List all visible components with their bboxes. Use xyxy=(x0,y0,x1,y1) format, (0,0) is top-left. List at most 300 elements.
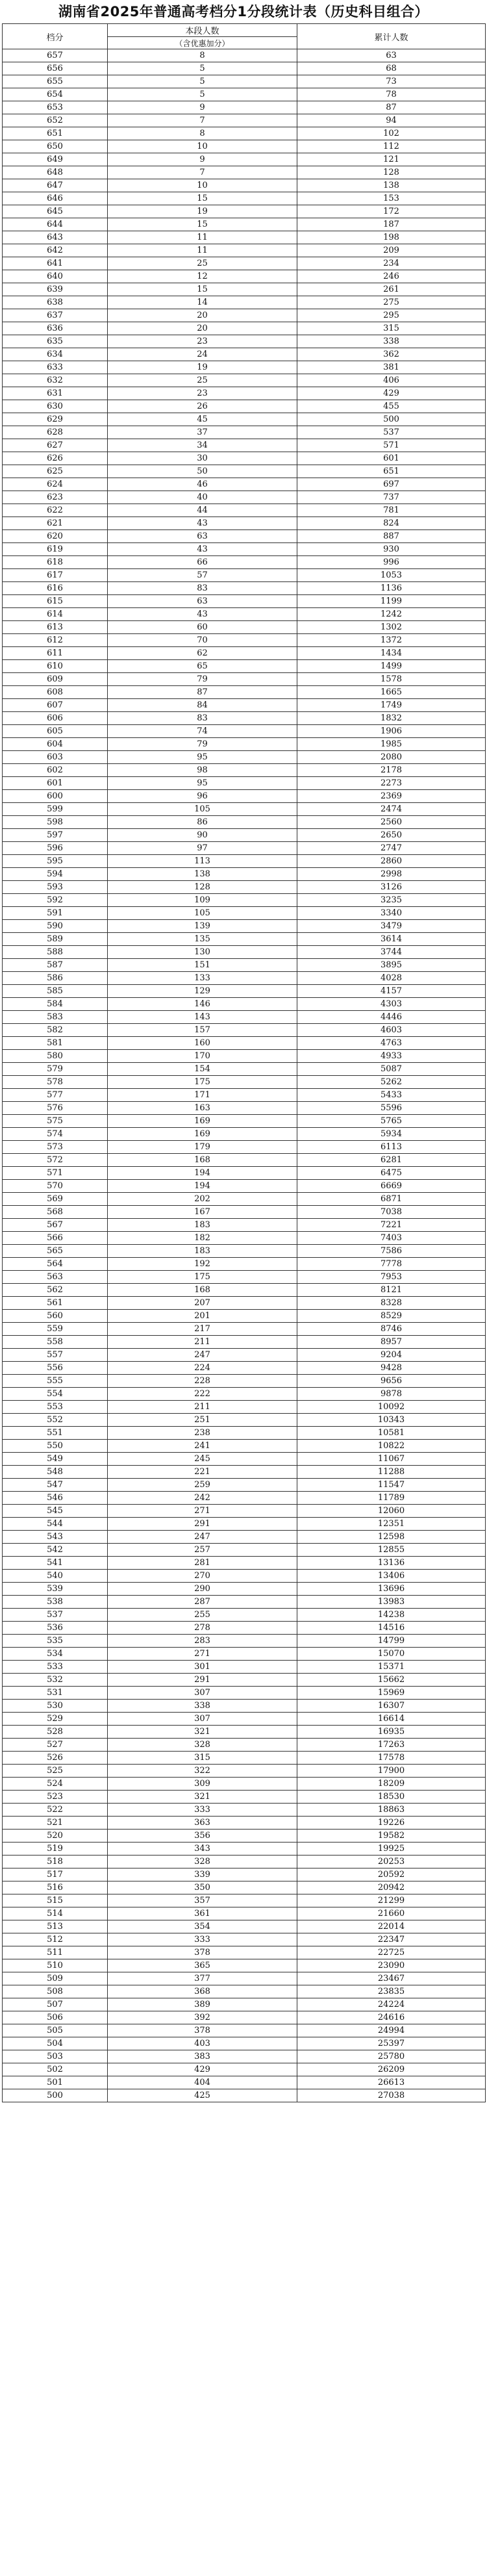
score-cell: 609 xyxy=(3,673,108,686)
count-cell: 354 xyxy=(108,1920,297,1933)
cumulative-cell: 128 xyxy=(297,166,486,179)
count-cell: 135 xyxy=(108,933,297,946)
cumulative-cell: 18863 xyxy=(297,1804,486,1817)
score-cell: 551 xyxy=(3,1427,108,1440)
count-cell: 339 xyxy=(108,1868,297,1881)
score-cell: 597 xyxy=(3,829,108,842)
count-cell: 170 xyxy=(108,1050,297,1063)
table-row xyxy=(3,582,486,595)
cumulative-cell: 3340 xyxy=(297,907,486,920)
table-row xyxy=(3,1479,486,1492)
count-cell: 44 xyxy=(108,504,297,517)
table-row xyxy=(3,1609,486,1622)
count-cell: 291 xyxy=(108,1518,297,1531)
cumulative-cell: 153 xyxy=(297,192,486,205)
cumulative-cell: 234 xyxy=(297,257,486,270)
cumulative-cell: 15371 xyxy=(297,1661,486,1674)
count-cell: 207 xyxy=(108,1297,297,1310)
table-row xyxy=(3,556,486,569)
score-cell: 509 xyxy=(3,1972,108,1985)
count-cell: 154 xyxy=(108,1063,297,1076)
cumulative-cell: 24224 xyxy=(297,1998,486,2011)
score-cell: 513 xyxy=(3,1920,108,1933)
cumulative-cell: 19925 xyxy=(297,1843,486,1855)
cumulative-cell: 4933 xyxy=(297,1050,486,1063)
cumulative-cell: 20253 xyxy=(297,1855,486,1868)
page-title: 湖南省2025年普通高考档分1分段统计表（历史科目组合） xyxy=(58,4,429,19)
table-row xyxy=(3,933,486,946)
count-cell: 8 xyxy=(108,127,297,140)
count-cell: 242 xyxy=(108,1492,297,1505)
table-row xyxy=(3,1726,486,1739)
cumulative-cell: 9656 xyxy=(297,1375,486,1388)
count-cell: 23 xyxy=(108,335,297,348)
cumulative-cell: 16614 xyxy=(297,1713,486,1726)
score-cell: 502 xyxy=(3,2063,108,2076)
count-cell: 5 xyxy=(108,75,297,88)
count-cell: 83 xyxy=(108,712,297,725)
score-cell: 504 xyxy=(3,2037,108,2050)
count-cell: 14 xyxy=(108,296,297,309)
score-cell: 578 xyxy=(3,1076,108,1089)
score-cell: 544 xyxy=(3,1518,108,1531)
cumulative-cell: 2747 xyxy=(297,842,486,855)
score-cell: 557 xyxy=(3,1349,108,1362)
count-cell: 247 xyxy=(108,1531,297,1544)
cumulative-cell: 7586 xyxy=(297,1245,486,1258)
score-cell: 530 xyxy=(3,1700,108,1713)
table-row xyxy=(3,829,486,842)
table-row xyxy=(3,1687,486,1700)
table-row xyxy=(3,1206,486,1219)
score-cell: 627 xyxy=(3,439,108,452)
table-row xyxy=(3,439,486,452)
table-row xyxy=(3,1752,486,1765)
cumulative-cell: 87 xyxy=(297,101,486,114)
count-cell: 175 xyxy=(108,1271,297,1284)
cumulative-cell: 381 xyxy=(297,361,486,374)
score-cell: 547 xyxy=(3,1479,108,1492)
table-row xyxy=(3,1024,486,1037)
table-row xyxy=(3,1115,486,1128)
table-row xyxy=(3,894,486,907)
score-cell: 522 xyxy=(3,1804,108,1817)
table-row xyxy=(3,1141,486,1154)
cumulative-cell: 275 xyxy=(297,296,486,309)
count-cell: 30 xyxy=(108,452,297,465)
count-cell: 96 xyxy=(108,790,297,803)
table-row xyxy=(3,270,486,283)
count-cell: 356 xyxy=(108,1830,297,1843)
score-cell: 582 xyxy=(3,1024,108,1037)
score-cell: 581 xyxy=(3,1037,108,1050)
table-row xyxy=(3,192,486,205)
table-row xyxy=(3,998,486,1011)
score-cell: 620 xyxy=(3,530,108,543)
table-row xyxy=(3,452,486,465)
score-cell: 510 xyxy=(3,1959,108,1972)
score-cell: 607 xyxy=(3,699,108,712)
table-row xyxy=(3,1011,486,1024)
table-row xyxy=(3,738,486,751)
table-row xyxy=(3,1557,486,1570)
count-cell: 281 xyxy=(108,1557,297,1570)
table-row xyxy=(3,1492,486,1505)
count-cell: 50 xyxy=(108,465,297,478)
count-cell: 139 xyxy=(108,920,297,933)
score-cell: 636 xyxy=(3,322,108,335)
score-cell: 539 xyxy=(3,1583,108,1596)
cumulative-cell: 1499 xyxy=(297,660,486,673)
count-cell: 43 xyxy=(108,608,297,621)
table-row xyxy=(3,1531,486,1544)
table-row xyxy=(3,634,486,647)
cumulative-cell: 23467 xyxy=(297,1972,486,1985)
cumulative-cell: 455 xyxy=(297,400,486,413)
count-cell: 368 xyxy=(108,1985,297,1998)
count-cell: 12 xyxy=(108,270,297,283)
cumulative-cell: 261 xyxy=(297,283,486,296)
cumulative-cell: 781 xyxy=(297,504,486,517)
score-cell: 623 xyxy=(3,491,108,504)
score-cell: 598 xyxy=(3,816,108,829)
cumulative-cell: 19582 xyxy=(297,1830,486,1843)
cumulative-cell: 13696 xyxy=(297,1583,486,1596)
count-cell: 307 xyxy=(108,1687,297,1700)
cumulative-cell: 9428 xyxy=(297,1362,486,1375)
score-cell: 585 xyxy=(3,985,108,998)
cumulative-cell: 25780 xyxy=(297,2050,486,2063)
score-cell: 622 xyxy=(3,504,108,517)
score-cell: 645 xyxy=(3,205,108,218)
score-cell: 507 xyxy=(3,1998,108,2011)
count-cell: 168 xyxy=(108,1284,297,1297)
cumulative-cell: 824 xyxy=(297,517,486,530)
score-cell: 589 xyxy=(3,933,108,946)
score-cell: 580 xyxy=(3,1050,108,1063)
cumulative-cell: 3479 xyxy=(297,920,486,933)
table-row xyxy=(3,1102,486,1115)
count-cell: 10 xyxy=(108,179,297,192)
count-cell: 315 xyxy=(108,1752,297,1765)
score-cell: 639 xyxy=(3,283,108,296)
score-cell: 566 xyxy=(3,1232,108,1245)
count-cell: 429 xyxy=(108,2063,297,2076)
table-row xyxy=(3,569,486,582)
table-row xyxy=(3,868,486,881)
table-row xyxy=(3,647,486,660)
cumulative-cell: 15662 xyxy=(297,1674,486,1687)
count-cell: 11 xyxy=(108,231,297,244)
score-cell: 569 xyxy=(3,1193,108,1206)
table-row xyxy=(3,1907,486,1920)
table-row xyxy=(3,1076,486,1089)
score-cell: 613 xyxy=(3,621,108,634)
score-cell: 506 xyxy=(3,2011,108,2024)
score-cell: 552 xyxy=(3,1414,108,1427)
score-cell: 641 xyxy=(3,257,108,270)
count-cell: 19 xyxy=(108,205,297,218)
cumulative-cell: 1985 xyxy=(297,738,486,751)
score-cell: 568 xyxy=(3,1206,108,1219)
table-row xyxy=(3,608,486,621)
table-row xyxy=(3,1881,486,1894)
score-cell: 586 xyxy=(3,972,108,985)
table-row xyxy=(3,1661,486,1674)
count-cell: 228 xyxy=(108,1375,297,1388)
cumulative-cell: 4763 xyxy=(297,1037,486,1050)
cumulative-cell: 13983 xyxy=(297,1596,486,1609)
table-row xyxy=(3,218,486,231)
table-row xyxy=(3,1596,486,1609)
score-cell: 553 xyxy=(3,1401,108,1414)
table-row xyxy=(3,1037,486,1050)
count-cell: 333 xyxy=(108,1933,297,1946)
score-cell: 599 xyxy=(3,803,108,816)
table-row xyxy=(3,803,486,816)
table-row xyxy=(3,1791,486,1804)
table-row xyxy=(3,101,486,114)
score-cell: 529 xyxy=(3,1713,108,1726)
table-header xyxy=(3,24,486,49)
count-cell: 90 xyxy=(108,829,297,842)
score-cell: 612 xyxy=(3,634,108,647)
count-cell: 201 xyxy=(108,1310,297,1323)
table-row xyxy=(3,465,486,478)
score-cell: 648 xyxy=(3,166,108,179)
cumulative-cell: 10092 xyxy=(297,1401,486,1414)
count-cell: 194 xyxy=(108,1167,297,1180)
count-cell: 389 xyxy=(108,1998,297,2011)
score-cell: 626 xyxy=(3,452,108,465)
cumulative-cell: 930 xyxy=(297,543,486,556)
count-cell: 357 xyxy=(108,1894,297,1907)
score-cell: 643 xyxy=(3,231,108,244)
cumulative-cell: 6281 xyxy=(297,1154,486,1167)
count-cell: 328 xyxy=(108,1855,297,1868)
count-cell: 62 xyxy=(108,647,297,660)
count-cell: 291 xyxy=(108,1674,297,1687)
score-cell: 570 xyxy=(3,1180,108,1193)
score-cell: 573 xyxy=(3,1141,108,1154)
count-cell: 87 xyxy=(108,686,297,699)
cumulative-cell: 25397 xyxy=(297,2037,486,2050)
cumulative-cell: 4603 xyxy=(297,1024,486,1037)
count-cell: 10 xyxy=(108,140,297,153)
cumulative-cell: 14238 xyxy=(297,1609,486,1622)
score-cell: 634 xyxy=(3,348,108,361)
cumulative-cell: 338 xyxy=(297,335,486,348)
table-row xyxy=(3,244,486,257)
count-cell: 224 xyxy=(108,1362,297,1375)
score-cell: 555 xyxy=(3,1375,108,1388)
score-cell: 651 xyxy=(3,127,108,140)
table-row xyxy=(3,1336,486,1349)
count-cell: 163 xyxy=(108,1102,297,1115)
table-row xyxy=(3,842,486,855)
cumulative-cell: 23090 xyxy=(297,1959,486,1972)
count-cell: 7 xyxy=(108,166,297,179)
score-cell: 625 xyxy=(3,465,108,478)
table-row xyxy=(3,686,486,699)
count-cell: 321 xyxy=(108,1791,297,1804)
cumulative-cell: 2474 xyxy=(297,803,486,816)
table-row xyxy=(3,283,486,296)
table-row xyxy=(3,231,486,244)
cumulative-cell: 18209 xyxy=(297,1778,486,1791)
score-cell: 567 xyxy=(3,1219,108,1232)
score-cell: 654 xyxy=(3,88,108,101)
count-cell: 211 xyxy=(108,1401,297,1414)
count-cell: 43 xyxy=(108,543,297,556)
table-row xyxy=(3,881,486,894)
cumulative-cell: 19226 xyxy=(297,1817,486,1830)
count-cell: 271 xyxy=(108,1648,297,1661)
table-row xyxy=(3,2024,486,2037)
count-cell: 403 xyxy=(108,2037,297,2050)
table-row xyxy=(3,1362,486,1375)
table-row xyxy=(3,1453,486,1466)
table-row xyxy=(3,517,486,530)
cumulative-cell: 16935 xyxy=(297,1726,486,1739)
cumulative-cell: 10822 xyxy=(297,1440,486,1453)
count-cell: 151 xyxy=(108,959,297,972)
table-row xyxy=(3,1440,486,1453)
score-cell: 554 xyxy=(3,1388,108,1401)
table-row xyxy=(3,1245,486,1258)
count-cell: 95 xyxy=(108,777,297,790)
score-cell: 633 xyxy=(3,361,108,374)
count-cell: 377 xyxy=(108,1972,297,1985)
table-row xyxy=(3,1843,486,1855)
score-cell: 602 xyxy=(3,764,108,777)
score-cell: 538 xyxy=(3,1596,108,1609)
table-row xyxy=(3,257,486,270)
cumulative-cell: 5934 xyxy=(297,1128,486,1141)
score-cell: 640 xyxy=(3,270,108,283)
score-cell: 655 xyxy=(3,75,108,88)
score-cell: 572 xyxy=(3,1154,108,1167)
count-cell: 34 xyxy=(108,439,297,452)
cumulative-cell: 13406 xyxy=(297,1570,486,1583)
count-cell: 192 xyxy=(108,1258,297,1271)
table-row xyxy=(3,361,486,374)
count-cell: 86 xyxy=(108,816,297,829)
count-cell: 278 xyxy=(108,1622,297,1635)
score-cell: 559 xyxy=(3,1323,108,1336)
table-row xyxy=(3,400,486,413)
cumulative-cell: 2560 xyxy=(297,816,486,829)
score-cell: 521 xyxy=(3,1817,108,1830)
table-row xyxy=(3,1505,486,1518)
table-row xyxy=(3,751,486,764)
count-cell: 222 xyxy=(108,1388,297,1401)
cumulative-cell: 198 xyxy=(297,231,486,244)
count-cell: 259 xyxy=(108,1479,297,1492)
cumulative-cell: 4028 xyxy=(297,972,486,985)
count-cell: 40 xyxy=(108,491,297,504)
count-cell: 109 xyxy=(108,894,297,907)
score-cell: 605 xyxy=(3,725,108,738)
cumulative-cell: 11067 xyxy=(297,1453,486,1466)
cumulative-cell: 24994 xyxy=(297,2024,486,2037)
cumulative-cell: 1053 xyxy=(297,569,486,582)
count-cell: 183 xyxy=(108,1219,297,1232)
score-cell: 642 xyxy=(3,244,108,257)
cumulative-cell: 21660 xyxy=(297,1907,486,1920)
score-cell: 628 xyxy=(3,426,108,439)
table-row xyxy=(3,1817,486,1830)
score-cell: 531 xyxy=(3,1687,108,1700)
table-row xyxy=(3,1933,486,1946)
score-cell: 619 xyxy=(3,543,108,556)
table-row xyxy=(3,1167,486,1180)
count-cell: 66 xyxy=(108,556,297,569)
count-cell: 425 xyxy=(108,2089,297,2102)
table-row xyxy=(3,595,486,608)
count-cell: 378 xyxy=(108,2024,297,2037)
count-cell: 5 xyxy=(108,88,297,101)
score-cell: 606 xyxy=(3,712,108,725)
table-row xyxy=(3,322,486,335)
cumulative-cell: 601 xyxy=(297,452,486,465)
table-row xyxy=(3,387,486,400)
score-cell: 535 xyxy=(3,1635,108,1648)
table-row xyxy=(3,179,486,192)
count-cell: 283 xyxy=(108,1635,297,1648)
score-cell: 624 xyxy=(3,478,108,491)
score-cell: 603 xyxy=(3,751,108,764)
score-cell: 653 xyxy=(3,101,108,114)
table-row xyxy=(3,959,486,972)
count-cell: 202 xyxy=(108,1193,297,1206)
cumulative-cell: 3235 xyxy=(297,894,486,907)
count-cell: 194 xyxy=(108,1180,297,1193)
count-cell: 383 xyxy=(108,2050,297,2063)
table-row xyxy=(3,1894,486,1907)
score-cell: 503 xyxy=(3,2050,108,2063)
cumulative-cell: 1302 xyxy=(297,621,486,634)
cumulative-cell: 7953 xyxy=(297,1271,486,1284)
table-row xyxy=(3,478,486,491)
score-cell: 657 xyxy=(3,49,108,62)
score-cell: 591 xyxy=(3,907,108,920)
score-cell: 616 xyxy=(3,582,108,595)
score-cell: 536 xyxy=(3,1622,108,1635)
score-cell: 516 xyxy=(3,1881,108,1894)
count-cell: 404 xyxy=(108,2076,297,2089)
table-row xyxy=(3,205,486,218)
count-cell: 15 xyxy=(108,283,297,296)
cumulative-cell: 10581 xyxy=(297,1427,486,1440)
score-cell: 614 xyxy=(3,608,108,621)
count-cell: 74 xyxy=(108,725,297,738)
cumulative-cell: 362 xyxy=(297,348,486,361)
table-row xyxy=(3,1284,486,1297)
cumulative-cell: 10343 xyxy=(297,1414,486,1427)
table-row xyxy=(3,75,486,88)
score-cell: 644 xyxy=(3,218,108,231)
score-cell: 601 xyxy=(3,777,108,790)
header-note: （含优惠加分） xyxy=(108,37,297,49)
count-cell: 146 xyxy=(108,998,297,1011)
score-cell: 550 xyxy=(3,1440,108,1453)
count-cell: 255 xyxy=(108,1609,297,1622)
count-cell: 217 xyxy=(108,1323,297,1336)
table-row xyxy=(3,1868,486,1881)
score-cell: 561 xyxy=(3,1297,108,1310)
table-row xyxy=(3,1427,486,1440)
